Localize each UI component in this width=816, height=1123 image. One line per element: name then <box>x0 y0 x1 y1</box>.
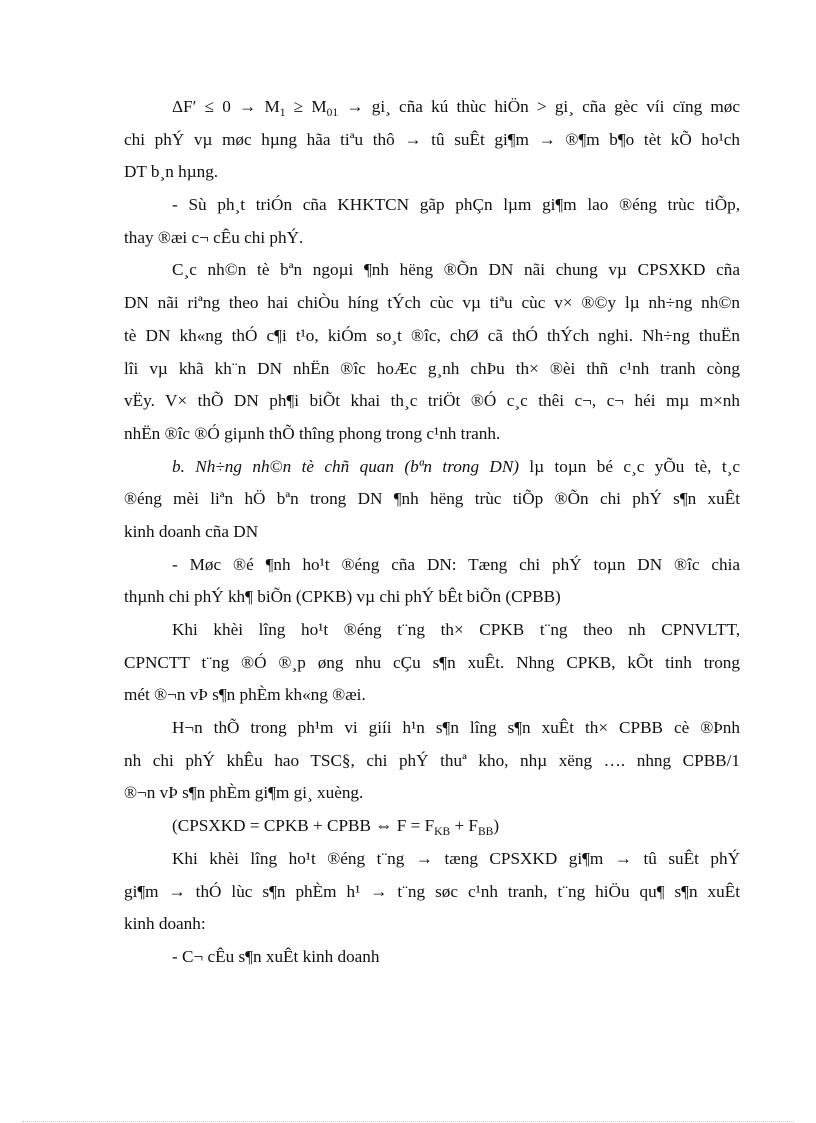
paragraph-line: gi¶m → thÓ lùc s¶n phÈm h¹ → t¨ng søc c¹nh tranh, t¨ng hiÖu qu¶ s¶n xuÊt <box>124 881 740 901</box>
text-run: ≥ M <box>285 97 327 116</box>
body-text <box>124 91 740 974</box>
paragraph-line: ®éng mèi liªn hÖ bªn trong DN ¶nh hëng trùc tiÕp ®Õn chi phÝ s¶n xuÊt <box>124 489 740 509</box>
text-run: → gi¸ cña kú thùc hiÖn > gi¸ cña gèc víi cïng møc <box>338 97 741 116</box>
text-run: (CPSXKD = CPKB + CPBB ⇔ F = F <box>172 816 435 836</box>
paragraph-line: - Sù ph¸t triÓn cña KHKTCN gãp phÇn lµm gi¶m lao ®éng trùc tiÕp, <box>172 195 740 215</box>
paragraph-line <box>124 451 740 484</box>
paragraph-line: thay ®æi c¬ cÊu chi phÝ. <box>124 227 304 247</box>
paragraph-line: kinh doanh cña DN <box>124 521 259 541</box>
paragraph-line: kinh doanh: <box>124 914 206 934</box>
paragraph-line: mét ®¬n vÞ s¶n phÈm kh«ng ®æi. <box>124 685 366 705</box>
paragraph-line: - Møc ®é ¶nh ho¹t ®éng cña DN: Tæng chi phÝ toµn DN ®îc chia <box>172 554 740 574</box>
subscript: BB <box>478 826 494 839</box>
paragraph-line: nh chi phÝ khÊu hao TSC§, chi phÝ thuª kho, nhµ xëng …. nhng CPBB/1 <box>124 750 740 770</box>
text-run: + F <box>450 816 478 836</box>
subscript: 01 <box>326 107 339 119</box>
section-heading: b. Nh÷ng nh©n tè chñ quan (bªn trong DN) <box>172 456 520 476</box>
text-run: ΔF′ ≤ 0 → M <box>172 97 280 116</box>
paragraph-line: Khi khèi lîng ho¹t ®éng t¨ng → tæng CPSXKD gi¶m → tû suÊt phÝ <box>172 848 740 868</box>
paragraph-line: - C¬ cÊu s¶n xuÊt kinh doanh <box>172 946 380 966</box>
paragraph-line: tè DN kh«ng thÓ c¶i t¹o, kiÓm so¸t ®îc, chØ cã thÓ thÝch nghi. Nh÷ng thuËn <box>124 325 740 345</box>
text-run: lµ toµn bé c¸c yÕu tè, t¸c <box>519 456 740 476</box>
paragraph-line: Khi khèi lîng ho¹t ®éng t¨ng th× CPKB t¨ng theo nh CPNVLTT, <box>172 620 740 639</box>
subscript: KB <box>434 826 451 839</box>
paragraph-line: vËy. V× thÕ DN ph¶i biÕt khai th¸c triÖt ®Ó c¸c thêi c¬, c¬ héi mµ m×nh <box>124 391 740 411</box>
paragraph-line: CPNCTT t¨ng ®Ó ®¸p øng nhu cÇu s¶n xuÊt. Nhng CPKB, kÕt tinh trong <box>124 652 740 672</box>
paragraph-line: thµnh chi phÝ kh¶ biÕn (CPKB) vµ chi phÝ bÊt biÕn (CPBB) <box>124 587 561 607</box>
formula-line <box>124 810 740 843</box>
paragraph-line: ®¬n vÞ s¶n phÈm gi¶m gi¸ xuèng. <box>124 783 364 803</box>
paragraph-line: nhËn ®îc ®Ó giµnh thÕ thîng phong trong c¹nh tranh. <box>124 423 501 443</box>
paragraph-line: lîi vµ khã kh¨n DN nhËn ®îc hoÆc g¸nh chÞu th× ®èi thñ c¹nh tranh còng <box>124 358 740 378</box>
paragraph-line: DT b¸n hµng. <box>124 162 219 182</box>
text-run: ) <box>493 816 500 836</box>
paragraph-line: H¬n thÕ trong ph¹m vi giíi h¹n s¶n lîng s¶n xuÊt th× CPBB cè ®Þnh <box>172 718 740 738</box>
paragraph-line: chi phÝ vµ møc hµng hãa tiªu thô → tû suÊt gi¶m → ®¶m b¶o tèt kÕ ho¹ch <box>124 129 740 149</box>
paragraph-line: C¸c nh©n tè bªn ngoµi ¶nh hëng ®Õn DN nãi chung vµ CPSXKD cña <box>172 260 740 280</box>
paragraph-line <box>124 91 740 124</box>
page-bottom-divider <box>22 1121 794 1122</box>
paragraph-line: DN nãi riªng theo hai chiÒu híng tÝch cùc vµ tiªu cùc v× ®©y lµ nh÷ng nh©n <box>124 293 740 313</box>
subscript: 1 <box>279 107 286 119</box>
